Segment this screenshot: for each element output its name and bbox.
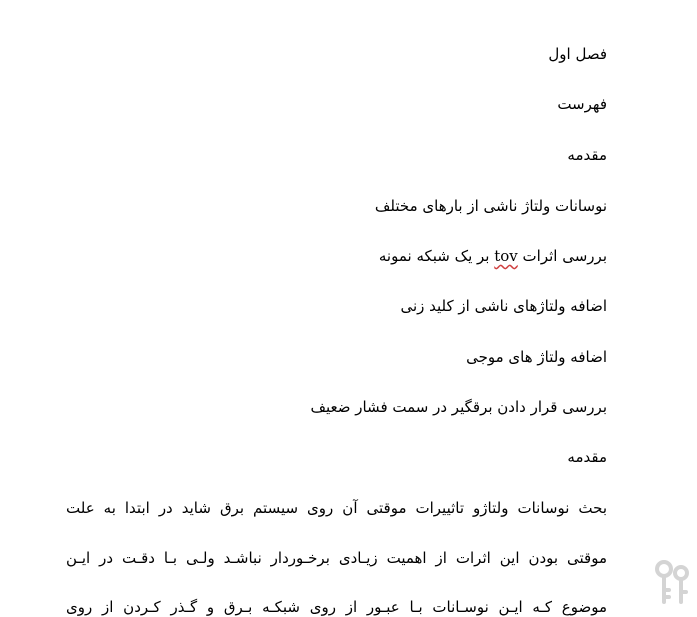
toc-item-introduction: مقدمه: [567, 146, 607, 164]
toc-item-surge-overvoltage: اضافه ولتاژ های موجی: [466, 348, 607, 366]
paragraph-line-3: موضوع کـه ایـن نوسـانات بـا عبـور از روی شبکـه بـرق و گـذر کـردن از روی: [66, 598, 607, 616]
tov-term: tov: [494, 247, 518, 265]
toc-item-switching-overvoltage: اضافه ولتاژهای ناشی از کلید زنی: [400, 297, 607, 315]
toc-item-tov-before: بررسی اثرات: [517, 247, 607, 265]
heading-table-of-contents: فهرست: [557, 95, 607, 113]
section-introduction-heading: مقدمه: [567, 448, 607, 466]
toc-item-arrester-placement: بررسی قرار دادن برقگیر در سمت فشار ضعیف: [310, 398, 607, 416]
paragraph-line-1: بحث نوسانات ولتاژو تاثییرات موقتی آن روی سیستم برق شاید در ابتدا به علت: [66, 499, 607, 517]
paragraph-line-2: موقتی بودن این اثرات از اهمیت زیـادی برخـوردار نباشـد ولـی بـا دقـت در ایـن: [66, 549, 607, 567]
toc-item-tov-effects: [379, 246, 607, 266]
heading-chapter-one: فصل اول: [548, 45, 607, 63]
toc-item-tov-after: بر یک شبکه نمونه: [378, 247, 495, 265]
key-icon: [652, 558, 692, 608]
toc-item-voltage-fluctuations: نوسانات ولتاژ ناشی از بارهای مختلف: [374, 197, 607, 215]
